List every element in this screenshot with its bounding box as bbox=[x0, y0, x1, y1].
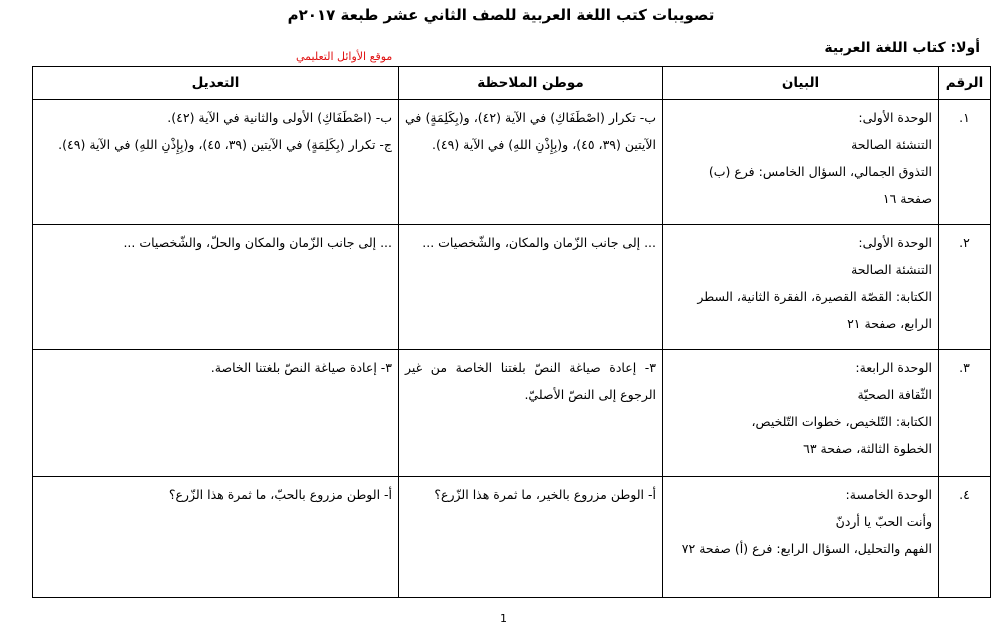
statement-line: الثّقافة الصحيّة bbox=[857, 387, 932, 402]
site-label: موقع الأوائل التعليمي bbox=[296, 50, 393, 63]
row-num: ٣. bbox=[939, 350, 991, 477]
statement-line: الفهم والتحليل، السؤال الرابع: فرع (أ) صفحة ٧٢ bbox=[681, 541, 932, 556]
row-correction: أ- الوطن مزروع بالحبّ، ما ثمرة هذا الزّرع؟ bbox=[33, 477, 399, 598]
statement-line: الوحدة الأولى: bbox=[858, 110, 932, 125]
row-correction: ... إلى جانب الزّمان والمكان والحلّ، والشّخصيات ... bbox=[33, 225, 399, 350]
row-location: أ- الوطن مزروع بالخير، ما ثمرة هذا الزّرع؟ bbox=[399, 477, 663, 598]
statement-line: الكتابة: التّلخيص، خطوات التّلخيص، bbox=[751, 414, 932, 429]
table-row bbox=[33, 350, 991, 477]
row-correction bbox=[33, 100, 399, 225]
row-statement bbox=[663, 225, 939, 350]
correction-line: ج- تكرار (بِكَلِمَةٍ) في الآيتين (٣٩، ٤٥)، و(بِإِذْنِ اللهِ) في الآية (٤٩). bbox=[58, 137, 392, 152]
page-number: 1 bbox=[500, 612, 507, 625]
statement-line: التنشئة الصالحة bbox=[851, 137, 932, 152]
statement-line: الوحدة الرابعة: bbox=[855, 360, 932, 375]
header-statement: البيان bbox=[663, 67, 939, 100]
row-location: ٣- إعادة صياغة النصّ بلغتنا الخاصة من غير الرجوع إلى النصّ الأصليّ. bbox=[399, 350, 663, 477]
statement-line: صفحة ١٦ bbox=[882, 191, 932, 206]
statement-line: وأنت الحبّ يا أردنّ bbox=[835, 514, 932, 529]
table-row bbox=[33, 225, 991, 350]
corrections-table bbox=[32, 66, 991, 598]
statement-line: الخطوة الثالثة، صفحة ٦٣ bbox=[803, 441, 932, 456]
statement-line: التنشئة الصالحة bbox=[851, 262, 932, 277]
header-num: الرقم bbox=[939, 67, 991, 100]
statement-line: التذوق الجمالي، السؤال الخامس: فرع (ب) bbox=[708, 164, 932, 179]
row-correction: ٣- إعادة صياغة النصّ بلغتنا الخاصة. bbox=[33, 350, 399, 477]
header-location: موطن الملاحظة bbox=[399, 67, 663, 100]
header-correction: التعديل bbox=[33, 67, 399, 100]
section-heading: أولا: كتاب اللغة العربية bbox=[824, 40, 980, 56]
row-location: ... إلى جانب الزّمان والمكان، والشّخصيات ... bbox=[399, 225, 663, 350]
row-num: ٤. bbox=[939, 477, 991, 598]
table-row bbox=[33, 100, 991, 225]
row-statement bbox=[663, 100, 939, 225]
row-statement bbox=[663, 477, 939, 598]
statement-line: الوحدة الأولى: bbox=[858, 235, 932, 250]
row-location: ب- تكرار (اصْطَفَاكِ) في الآية (٤٢)، و(بِكَلِمَةٍ) في الآيتين (٣٩، ٤٥)، و(بِإِذْنِ اللهِ) في الآية (٤٩). bbox=[399, 100, 663, 225]
row-num: ٢. bbox=[939, 225, 991, 350]
row-num: ١. bbox=[939, 100, 991, 225]
correction-line: ب- (اصْطَفَاكِ) الأولى والثانية في الآية (٤٢). bbox=[167, 110, 392, 125]
table-row bbox=[33, 477, 991, 598]
row-statement bbox=[663, 350, 939, 477]
table-header-row bbox=[33, 67, 991, 100]
statement-line: الكتابة: القصّة القصيرة، الفقرة الثانية، السطر الرابع، صفحة ٢١ bbox=[697, 289, 932, 331]
page-title: تصويبات كتب اللغة العربية للصف الثاني عشر طبعة ٢٠١٧م bbox=[287, 6, 715, 24]
statement-line: الوحدة الخامسة: bbox=[845, 487, 932, 502]
